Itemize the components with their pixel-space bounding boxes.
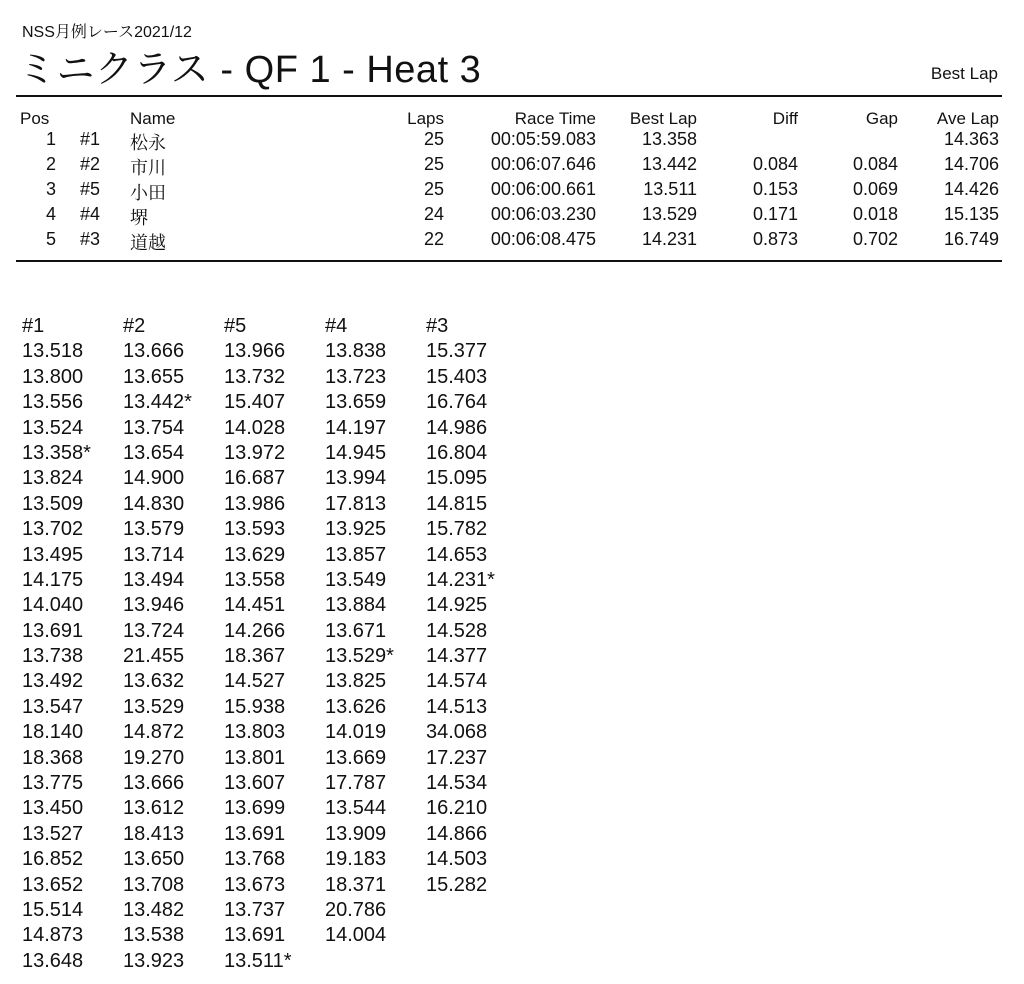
- lap-time: 13.511*: [224, 949, 292, 972]
- ave-lap-cell: 14.706: [943, 154, 999, 174]
- lap-column-header: #4: [325, 315, 348, 337]
- lap-time: 13.632: [123, 670, 185, 693]
- table-row: [0, 179, 1024, 204]
- pos-cell: 2: [45, 154, 56, 174]
- lap-column: [325, 314, 426, 974]
- lap-time: 13.556: [22, 391, 84, 414]
- pos-cell: 3: [45, 179, 56, 199]
- race-time-cell: 00:05:59.083: [490, 129, 596, 149]
- lap-time: 15.095: [426, 467, 488, 490]
- lap-time: 13.801: [224, 746, 286, 769]
- lap-time: 14.574: [426, 670, 488, 693]
- car-number-cell: #3: [80, 229, 101, 249]
- lap-time: 13.923: [123, 949, 185, 972]
- table-row: [0, 154, 1024, 179]
- gap-cell: 0.702: [852, 229, 898, 249]
- lap-time: 13.800: [22, 365, 84, 388]
- lap-time: 14.028: [224, 416, 286, 439]
- lap-time: 13.652: [22, 873, 84, 896]
- col-name: Name: [130, 109, 176, 128]
- lap-time: 13.754: [123, 416, 185, 439]
- lap-time: 13.669: [325, 746, 387, 769]
- lap-time: 13.593: [224, 518, 286, 541]
- col-pos: Pos: [20, 109, 50, 128]
- lap-column: [123, 314, 224, 974]
- best-lap-cell: 13.358: [641, 129, 697, 149]
- lap-column: [426, 314, 527, 974]
- divider-top: [16, 95, 1002, 97]
- lap-time: 13.650: [123, 848, 185, 871]
- lap-time: 13.538: [123, 924, 185, 947]
- lap-time: 13.558: [224, 568, 286, 591]
- lap-time: 13.482: [123, 898, 185, 921]
- lap-time: 18.367: [224, 645, 286, 668]
- lap-time: 17.787: [325, 772, 387, 795]
- lap-time: 13.659: [325, 391, 387, 414]
- driver-name-cell: 松永: [130, 133, 166, 153]
- lap-time: 13.708: [123, 873, 185, 896]
- lap-time: 13.966: [224, 340, 286, 363]
- lap-column: [22, 314, 123, 974]
- table-row: [0, 204, 1024, 229]
- lap-time: 34.068: [426, 721, 488, 744]
- lap-time: 15.282: [426, 873, 488, 896]
- col-ave-lap: Ave Lap: [936, 109, 999, 128]
- lap-time: 16.764: [426, 391, 488, 414]
- diff-cell: 0.153: [752, 179, 798, 199]
- lap-time: 13.824: [22, 467, 84, 490]
- lap-time: 15.407: [224, 391, 286, 414]
- lap-time: 13.495: [22, 543, 84, 566]
- diff-cell: 0.873: [752, 229, 798, 249]
- lap-time: 14.197: [325, 416, 387, 439]
- driver-name-cell: 堺: [130, 208, 148, 228]
- lap-time: 13.666: [123, 340, 185, 363]
- laps-cell: 25: [423, 154, 444, 174]
- best-lap-cell: 13.511: [643, 179, 697, 199]
- race-time-cell: 00:06:08.475: [490, 229, 596, 249]
- ave-lap-cell: 15.135: [943, 204, 999, 224]
- col-best-lap: Best Lap: [629, 109, 697, 128]
- results-table: [0, 129, 1024, 254]
- lap-column: [224, 314, 325, 974]
- lap-time: 13.994: [325, 467, 387, 490]
- lap-time: 13.529: [123, 695, 185, 718]
- lap-time: 13.857: [325, 543, 387, 566]
- lap-time: 14.503: [426, 848, 488, 871]
- lap-time: 15.403: [426, 365, 488, 388]
- lap-time: 13.544: [325, 797, 387, 820]
- lap-time: 16.210: [426, 797, 488, 820]
- lap-time: 14.866: [426, 822, 488, 845]
- lap-time: 13.612: [123, 797, 185, 820]
- lap-time: 13.648: [22, 949, 84, 972]
- laps-cell: 22: [423, 229, 444, 249]
- event-name: NSS月例レース2021/12: [22, 24, 192, 41]
- lap-time: 14.872: [123, 721, 185, 744]
- lap-time: 13.626: [325, 695, 387, 718]
- ave-lap-cell: 16.749: [943, 229, 999, 249]
- driver-name-cell: 道越: [130, 233, 166, 253]
- lap-time: 14.900: [123, 467, 185, 490]
- lap-time: 13.671: [325, 619, 387, 642]
- lap-time: 14.040: [22, 594, 84, 617]
- lap-time: 14.019: [325, 721, 387, 744]
- lap-time: 13.732: [224, 365, 286, 388]
- lap-time: 14.534: [426, 772, 488, 795]
- lap-time: 13.737: [224, 898, 286, 921]
- race-time-cell: 00:06:07.646: [490, 154, 596, 174]
- lap-time: 15.782: [426, 518, 488, 541]
- lap-time: 14.231*: [426, 568, 495, 591]
- lap-time: 13.549: [325, 568, 387, 591]
- driver-name-cell: 市川: [130, 158, 166, 178]
- lap-time: 13.714: [123, 543, 185, 566]
- lap-time: 14.653: [426, 543, 488, 566]
- lap-time: 13.699: [224, 797, 286, 820]
- gap-cell: 0.069: [852, 179, 898, 199]
- lap-time: 13.884: [325, 594, 387, 617]
- laps-cell: 25: [423, 179, 444, 199]
- lap-time: 14.266: [224, 619, 286, 642]
- lap-time: 15.377: [426, 340, 488, 363]
- lap-time: 13.509: [22, 492, 84, 515]
- car-number-cell: #4: [80, 204, 101, 224]
- lap-time: 13.450: [22, 797, 84, 820]
- gap-cell: 0.018: [852, 204, 898, 224]
- lap-time: 13.803: [224, 721, 286, 744]
- car-number-cell: #5: [80, 179, 101, 199]
- lap-time: 14.815: [426, 492, 488, 515]
- lap-time: 13.691: [224, 822, 286, 845]
- driver-name-cell: 小田: [130, 183, 166, 203]
- lap-time: 13.673: [224, 873, 286, 896]
- lap-time: 14.528: [426, 619, 488, 642]
- lap-time: 16.852: [22, 848, 84, 871]
- lap-time: 13.738: [22, 645, 84, 668]
- lap-time: 17.237: [426, 746, 488, 769]
- pos-cell: 5: [45, 229, 56, 249]
- lap-time: 13.723: [325, 365, 387, 388]
- lap-times-grid: [22, 314, 527, 974]
- col-diff: Diff: [772, 109, 798, 128]
- lap-time: 13.655: [123, 365, 185, 388]
- lap-time: 13.524: [22, 416, 84, 439]
- lap-time: 20.786: [325, 898, 387, 921]
- lap-time: 14.945: [325, 441, 387, 464]
- lap-time: 21.455: [123, 645, 185, 668]
- best-lap-cell: 14.231: [641, 229, 697, 249]
- lap-column-header: #2: [123, 315, 146, 337]
- lap-time: 13.724: [123, 619, 185, 642]
- lap-time: 14.175: [22, 568, 84, 591]
- lap-time: 13.666: [123, 772, 185, 795]
- lap-time: 14.925: [426, 594, 488, 617]
- lap-time: 14.527: [224, 670, 286, 693]
- lap-time: 17.813: [325, 492, 387, 515]
- lap-time: 18.413: [123, 822, 185, 845]
- lap-time: 13.442*: [123, 391, 192, 414]
- lap-time: 13.654: [123, 441, 185, 464]
- lap-time: 15.514: [22, 898, 84, 921]
- lap-time: 19.183: [325, 848, 387, 871]
- lap-time: 13.986: [224, 492, 286, 515]
- lap-time: 13.518: [22, 340, 84, 363]
- lap-column-header: #3: [426, 315, 449, 337]
- car-number-cell: #1: [80, 129, 101, 149]
- page-title: ミニクラス - QF 1 - Heat 3: [18, 49, 482, 91]
- lap-time: 13.825: [325, 670, 387, 693]
- best-lap-label: Best Lap: [930, 64, 998, 83]
- ave-lap-cell: 14.363: [943, 129, 999, 149]
- lap-time: 16.687: [224, 467, 286, 490]
- col-laps: Laps: [407, 109, 444, 128]
- lap-time: 13.768: [224, 848, 286, 871]
- lap-time: 13.909: [325, 822, 387, 845]
- lap-time: 14.004: [325, 924, 387, 947]
- col-gap: Gap: [865, 109, 898, 128]
- divider-bottom: [16, 260, 1002, 262]
- lap-time: 13.527: [22, 822, 84, 845]
- gap-cell: 0.084: [852, 154, 898, 174]
- ave-lap-cell: 14.426: [943, 179, 999, 199]
- lap-time: 13.547: [22, 695, 84, 718]
- lap-time: 14.986: [426, 416, 488, 439]
- lap-time: 13.358*: [22, 441, 91, 464]
- lap-time: 13.838: [325, 340, 387, 363]
- lap-time: 14.377: [426, 645, 488, 668]
- lap-time: 18.368: [22, 746, 84, 769]
- lap-time: 13.925: [325, 518, 387, 541]
- diff-cell: 0.084: [752, 154, 798, 174]
- lap-time: 14.513: [426, 695, 488, 718]
- lap-time: 13.607: [224, 772, 286, 795]
- laps-cell: 24: [423, 204, 444, 224]
- lap-column-header: #1: [22, 315, 45, 337]
- diff-cell: 0.171: [752, 204, 798, 224]
- race-time-cell: 00:06:00.661: [490, 179, 596, 199]
- lap-time: 13.691: [224, 924, 286, 947]
- lap-time: 19.270: [123, 746, 185, 769]
- table-row: [0, 229, 1024, 254]
- lap-time: 13.529*: [325, 645, 394, 668]
- lap-time: 13.492: [22, 670, 84, 693]
- lap-time: 18.371: [325, 873, 387, 896]
- lap-time: 13.972: [224, 441, 286, 464]
- table-row: [0, 129, 1024, 154]
- col-race-time: Race Time: [514, 109, 596, 128]
- pos-cell: 1: [45, 129, 56, 149]
- lap-time: 13.691: [22, 619, 84, 642]
- lap-time: 13.494: [123, 568, 185, 591]
- lap-time: 14.830: [123, 492, 185, 515]
- lap-time: 18.140: [22, 721, 84, 744]
- best-lap-cell: 13.442: [641, 154, 697, 174]
- lap-time: 13.579: [123, 518, 185, 541]
- lap-time: 13.702: [22, 518, 84, 541]
- race-time-cell: 00:06:03.230: [490, 204, 596, 224]
- lap-column-header: #5: [224, 315, 247, 337]
- pos-cell: 4: [45, 204, 56, 224]
- lap-time: 13.629: [224, 543, 286, 566]
- lap-time: 13.775: [22, 772, 84, 795]
- lap-time: 15.938: [224, 695, 286, 718]
- car-number-cell: #2: [80, 154, 101, 174]
- laps-cell: 25: [423, 129, 444, 149]
- lap-time: 16.804: [426, 441, 488, 464]
- best-lap-cell: 13.529: [641, 204, 697, 224]
- lap-time: 14.873: [22, 924, 84, 947]
- lap-time: 13.946: [123, 594, 185, 617]
- lap-time: 14.451: [224, 594, 286, 617]
